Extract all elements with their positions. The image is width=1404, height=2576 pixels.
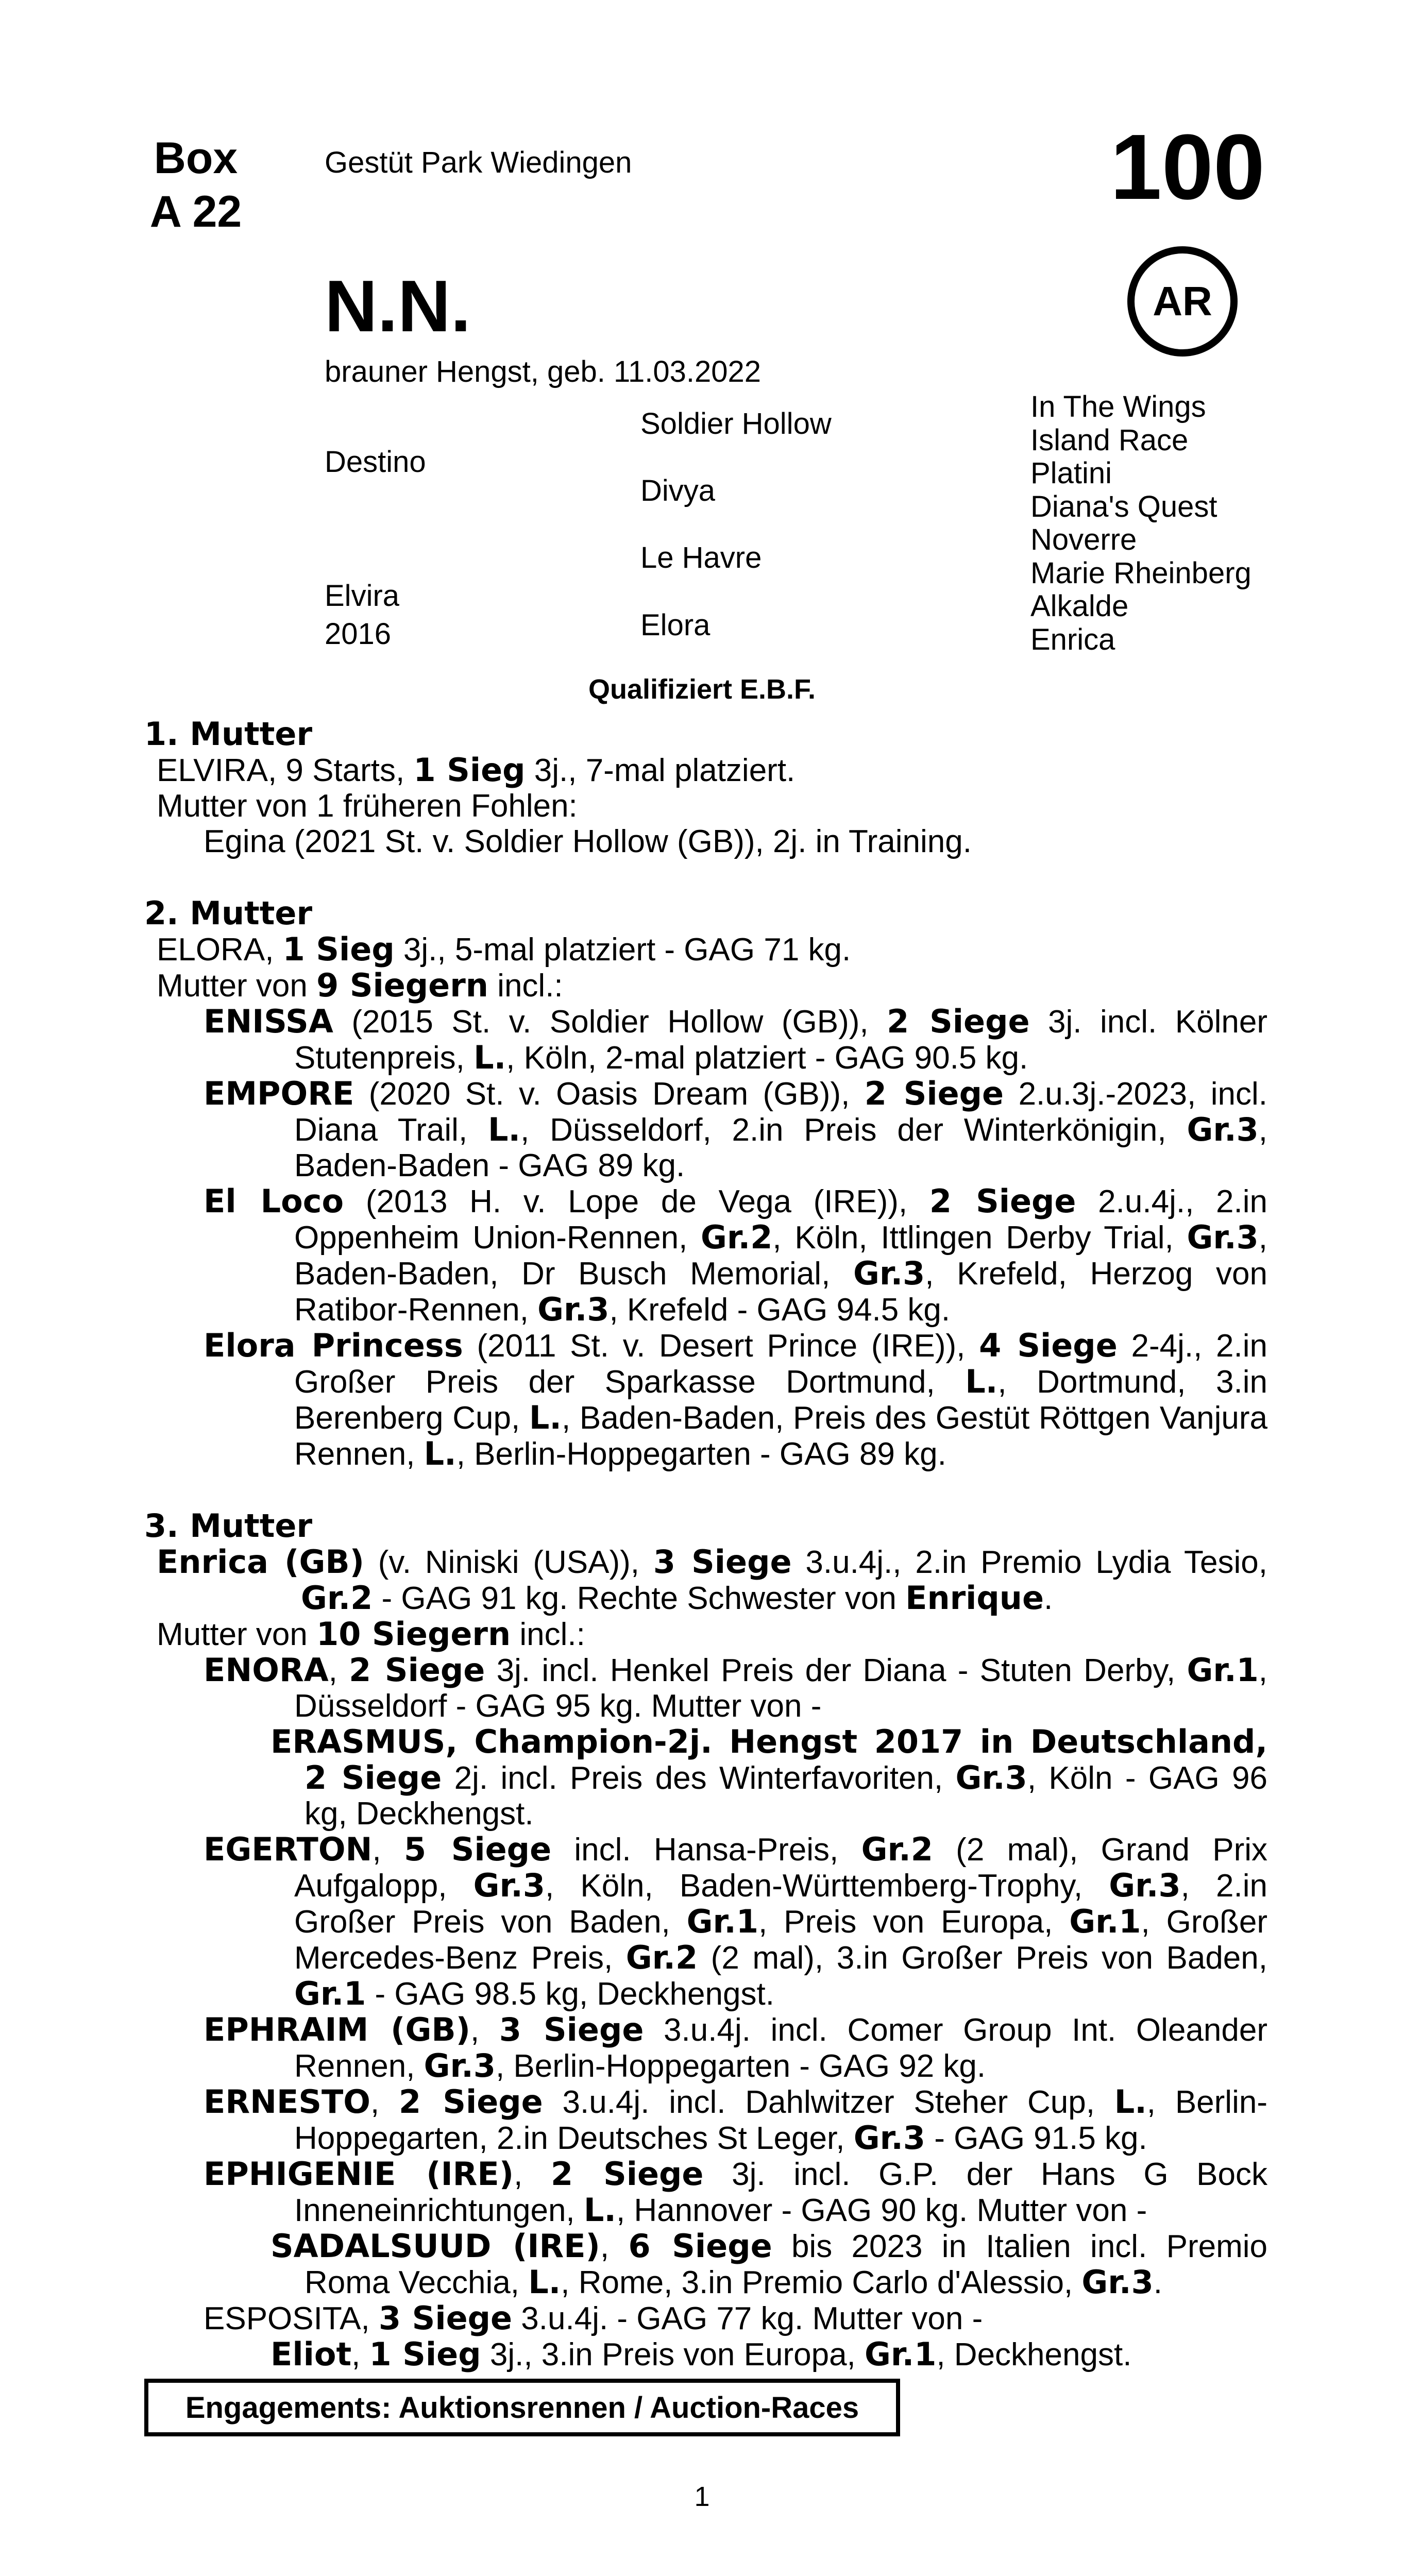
produce-entry: Elora Princess (2011 St. v. Desert Prince (IRE)), 4 Siege 2-4j., 2.in Großer Preis der Sparkasse Dortmund, L., Dortmund, 3.in Berenberg Cup, L., Baden-Baden, Preis des Gestüt Röttgen Vanjura Rennen, L., Berlin-Hoppegarten - GAG 89 kg.: [204, 1327, 1268, 1472]
lot-number: 100: [1110, 115, 1265, 219]
pedigree-great-grandparent: In The Wings: [1030, 390, 1206, 423]
pedigree-great-grandparent: Island Race: [1030, 423, 1189, 457]
engagements-box: [144, 2379, 900, 2436]
produce-entry: ERASMUS, Champion-2j. Hengst 2017 in Deutschland, 2 Siege 2j. incl. Preis des Winterfavoriten, Gr.3, Köln - GAG 96 kg, Deckhengst.: [270, 1723, 1267, 1832]
produce-entry: ENISSA (2015 St. v. Soldier Hollow (GB)), 2 Siege 3j. incl. Kölner Stutenpreis, L., Köln, 2-mal platziert - GAG 90.5 kg.: [204, 1003, 1267, 1076]
ar-badge: [1127, 246, 1238, 357]
produce-entry: Egina (2021 St. v. Soldier Hollow (GB)), 2j. in Training.: [204, 824, 972, 859]
pedigree-grandparent: Elora: [640, 608, 711, 642]
produce-entry: ESPOSITA, 3 Siege 3.u.4j. - GAG 77 kg. Mutter von -: [204, 2299, 983, 2337]
produce-entry: EPHIGENIE (IRE), 2 Siege 3j. incl. G.P. der Hans G Bock Inneneinrichtungen, L., Hannover - GAG 90 kg. Mutter von -: [204, 2155, 1267, 2229]
page-number: 1: [694, 2481, 710, 2512]
pedigree-grandparent: Soldier Hollow: [640, 407, 832, 440]
pedigree-great-grandparent: Enrica: [1030, 622, 1115, 656]
section-heading: 2. Mutter: [144, 894, 313, 932]
produce-entry: EPHRAIM (GB), 3 Siege 3.u.4j. incl. Comer Group Int. Oleander Rennen, Gr.3, Berlin-Hoppegarten - GAG 92 kg.: [204, 2011, 1267, 2084]
dam-record: ELORA, 1 Sieg 3j., 5-mal platziert - GAG 71 kg.: [157, 930, 851, 968]
horse-name: N.N.: [325, 265, 471, 347]
produce-entry: ERNESTO, 2 Siege 3.u.4j. incl. Dahlwitzer Steher Cup, L., Berlin-Hoppegarten, 2.in Deutsches St Leger, Gr.3 - GAG 91.5 kg.: [204, 2083, 1267, 2157]
section-heading: 1. Mutter: [144, 715, 313, 753]
produce-entry: EGERTON, 5 Siege incl. Hansa-Preis, Gr.2 (2 mal), Grand Prix Aufgalopp, Gr.3, Köln, Baden-Württemberg-Trophy, Gr.3, 2.in Großer Preis von Baden, Gr.1, Preis von Europa, Gr.1, Großer Mercedes-Benz Preis, Gr.2 (2 mal), 3.in Großer Preis von Baden, Gr.1 - GAG 98.5 kg, Deckhengst.: [204, 1831, 1267, 2012]
produce-entry: EMPORE (2020 St. v. Oasis Dream (GB)), 2 Siege 2.u.3j.-2023, incl. Diana Trail, L., Düsseldorf, 2.in Preis der Winterkönigin, Gr.3, Baden-Baden - GAG 89 kg.: [204, 1075, 1267, 1183]
pedigree-great-grandparent: Diana's Quest: [1030, 489, 1217, 523]
qualification: Qualifiziert E.B.F.: [588, 674, 816, 705]
engagements-text: Engagements: Auktionsrennen / Auction-Races: [185, 2391, 859, 2425]
ar-badge-text: AR: [1153, 278, 1212, 324]
pedigree-great-grandparents: [1030, 391, 1360, 656]
produce-entry: ENORA, 2 Siege 3j. incl. Henkel Preis der Diana - Stuten Derby, Gr.1, Düsseldorf - GAG 95 kg. Mutter von -: [204, 1651, 1268, 1724]
horse-description: brauner Hengst, geb. 11.03.2022: [325, 355, 762, 388]
pedigree-great-grandparent: Marie Rheinberg: [1030, 556, 1251, 590]
box-number: A 22: [149, 187, 242, 236]
box-label: [144, 131, 247, 239]
dam-produce-intro: Mutter von 10 Siegern incl.:: [157, 1615, 585, 1653]
pedigree-great-grandparent: Platini: [1030, 456, 1112, 490]
pedigree-sire: Destino: [325, 445, 426, 479]
box-label-text: Box: [154, 133, 238, 183]
catalogue-entry-body: [144, 716, 1267, 2372]
dam-record: ELVIRA, 9 Starts, 1 Sieg 3j., 7-mal platziert.: [157, 751, 796, 789]
pedigree-great-grandparent: Alkalde: [1030, 589, 1129, 623]
produce-entry: El Loco (2013 H. v. Lope de Vega (IRE)), 2 Siege 2.u.4j., 2.in Oppenheim Union-Rennen, Gr.2, Köln, Ittlingen Derby Trial, Gr.3, Baden-Baden, Dr Busch Memorial, Gr.3, Krefeld, Herzog von Ratibor-Rennen, Gr.3, Krefeld - GAG 94.5 kg.: [204, 1182, 1267, 1328]
section-heading: 3. Mutter: [144, 1507, 313, 1545]
pedigree-dam-year: 2016: [325, 617, 392, 651]
dam-produce-intro: Mutter von 9 Siegern incl.:: [157, 967, 563, 1004]
pedigree-grandparent: Divya: [640, 474, 716, 507]
produce-entry: SADALSUUD (IRE), 6 Siege bis 2023 in Italien incl. Premio Roma Vecchia, L., Rome, 3.in Premio Carlo d'Alessio, Gr.3.: [270, 2227, 1267, 2301]
pedigree-great-grandparent: Noverre: [1030, 523, 1137, 556]
dam-produce-intro: Mutter von 1 früheren Fohlen:: [157, 788, 578, 824]
pedigree-dam: Elvira: [325, 579, 400, 613]
pedigree-grandparent: Le Havre: [640, 541, 762, 574]
dam-record: Enrica (GB) (v. Niniski (USA)), 3 Siege 3.u.4j., 2.in Premio Lydia Tesio, Gr.2 - GAG 91 kg. Rechte Schwester von Enrique.: [157, 1543, 1267, 1617]
produce-entry: Eliot, 1 Sieg 3j., 3.in Preis von Europa, Gr.1, Deckhengst.: [270, 2335, 1132, 2373]
breeder: Gestüt Park Wiedingen: [325, 146, 632, 179]
